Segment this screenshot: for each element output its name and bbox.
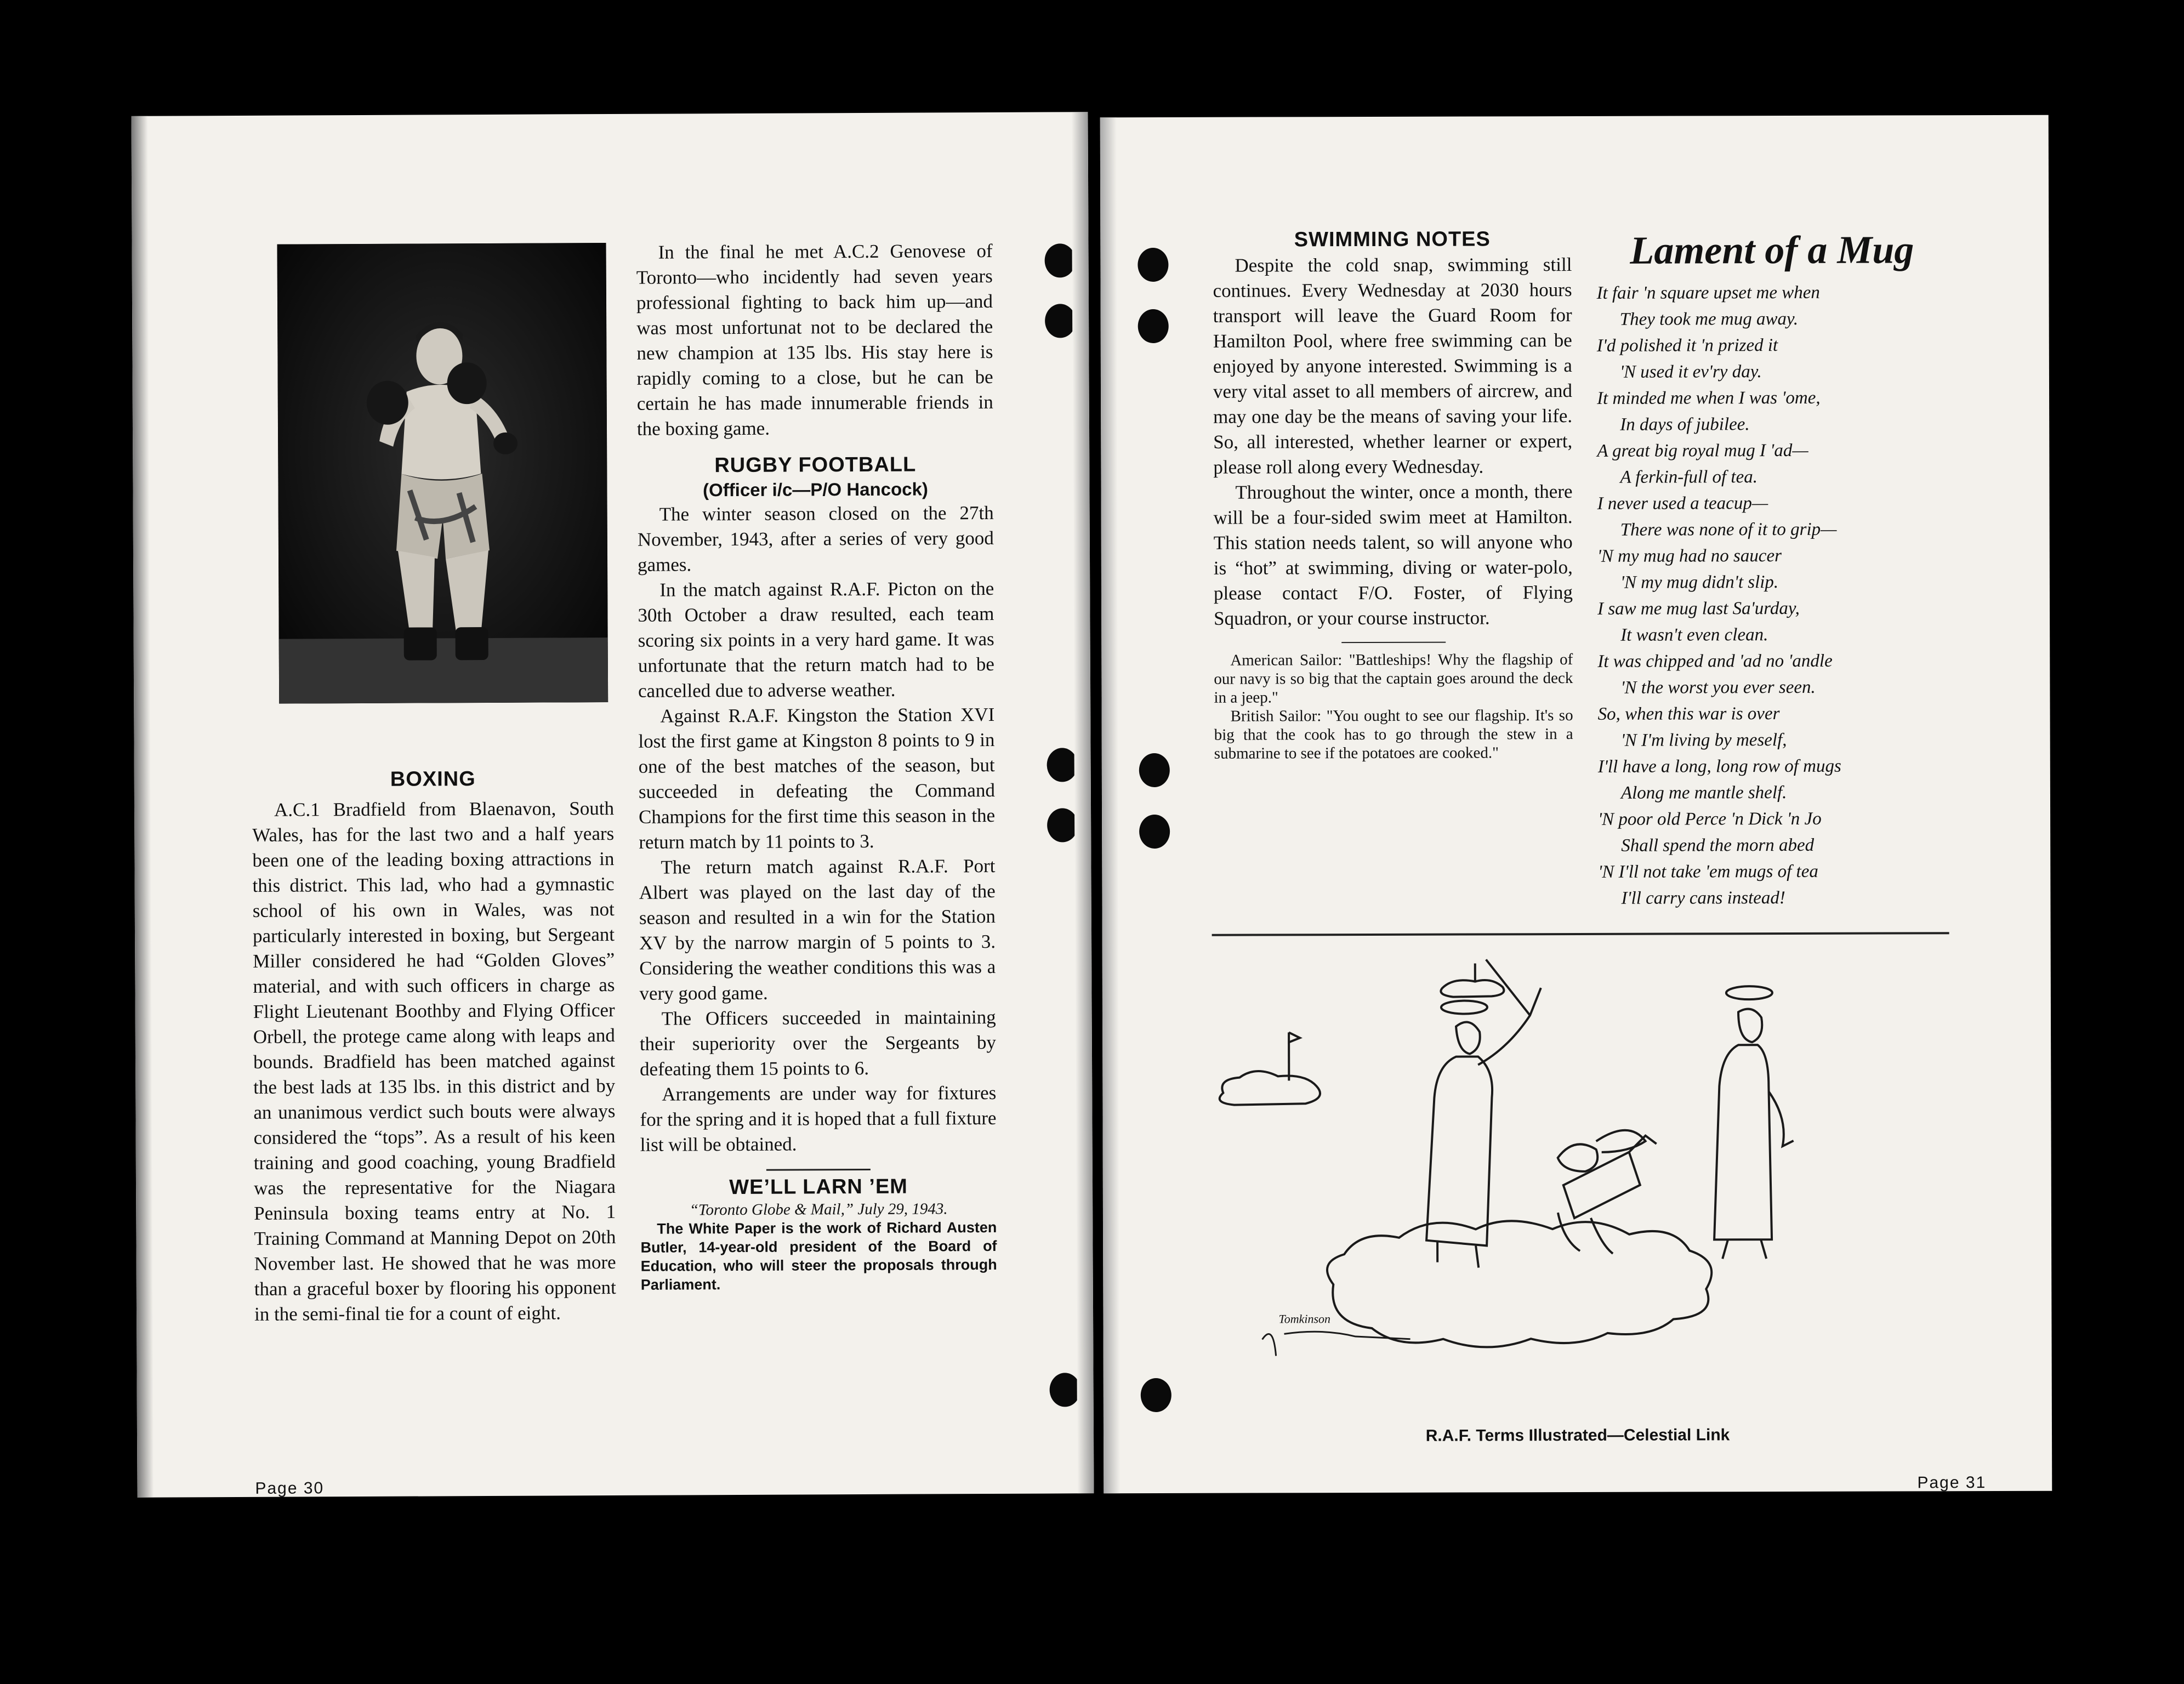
poem-line: Shall spend the morn abed [1621, 835, 1815, 856]
binder-hole [1141, 1378, 1171, 1412]
binder-hole [1045, 243, 1076, 277]
poem-line: It fair 'n square upset me when [1596, 282, 1820, 303]
poem-line: 'N I'm living by meself, [1620, 730, 1787, 750]
binder-hole [1047, 748, 1078, 782]
poem-line: 'N my mug didn't slip. [1620, 572, 1779, 593]
rugby-paragraph: In the match against R.A.F. Picton on the 30th October a draw resulted, each team scoring six points in a very hard game. It was unfortunate that the return match had to be cancelled due to adverse weather. [638, 577, 994, 702]
page-number-left: Page 30 [255, 1479, 325, 1498]
rugby-paragraph: The return match against R.A.F. Port Albert was played on the last day of the season and resulted in a win for the Station XV by the narrow margin of 5 points to 3. Considering the weather conditions this was a very good game. [639, 855, 996, 1004]
rugby-subheading: (Officer i/c—P/O Hancock) [703, 479, 928, 500]
poem-title: Lament of a Mug [1630, 227, 1914, 272]
binder-hole [1047, 808, 1078, 842]
poem-line: 'N used it ev'ry day. [1619, 362, 1762, 382]
british-sailor: British Sailor: "You ought to see our flagship. It's so big that the cook has to go through the stew in a submarine to see if the potatoes are cooked." [1214, 707, 1573, 763]
poem-line: I'd polished it 'n prized it [1596, 335, 1778, 356]
poem-line: It was chipped and 'ad no 'andle [1597, 651, 1833, 672]
poem-line: I never used a teacup— [1597, 493, 1768, 514]
poem-line: So, when this war is over [1597, 704, 1780, 724]
gutter-shadow [1071, 112, 1094, 1493]
page-edge-shadow [132, 116, 154, 1498]
boxer-photo [277, 243, 608, 704]
divider-rule [766, 1169, 871, 1171]
poem-line: 'N poor old Perce 'n Dick 'n Jo [1598, 809, 1822, 829]
cartoon-caption: R.A.F. Terms Illustrated—Celestial Link [1425, 1426, 1730, 1445]
rugby-paragraph: The winter season closed on the 27th November, 1943, after a series of very good games. [637, 502, 994, 576]
celestial-link-cartoon [1179, 954, 1975, 1406]
larn-block [640, 1199, 997, 1294]
rugby-heading: RUGBY FOOTBALL [714, 453, 917, 477]
poem-line: I'll carry cans instead! [1621, 888, 1785, 908]
poem-line: They took me mug away. [1619, 309, 1799, 329]
poem-line: 'N I'll not take 'em mugs of tea [1598, 861, 1818, 882]
rugby-paragraph: Against R.A.F. Kingston the Station XVI lost the first game at Kingston 8 points to 9 in one of the best matches of the season, but succeeded in defeating the Command Champions for the first time this season in the return match by 11 points to 3. [638, 703, 996, 853]
poem-line: I saw me mug last Sa'urday, [1597, 598, 1800, 619]
poem-line: 'N the worst you ever seen. [1620, 677, 1816, 698]
poem-line: In days of jubilee. [1620, 414, 1750, 435]
binder-hole [1050, 1373, 1080, 1407]
binder-hole [1139, 815, 1170, 849]
poem-line: 'N my mug had no saucer [1597, 546, 1782, 566]
binder-hole [1138, 248, 1168, 282]
cartoon-signature: Tomkinson [1278, 1312, 1331, 1326]
rugby-column [636, 238, 997, 1294]
poem-line: Along me mantle shelf. [1620, 782, 1787, 803]
rugby-paragraph: Arrangements are under way for fixtures for the spring and it is hoped that a full fixture list will be obtained. [640, 1082, 997, 1156]
poem-line: It wasn't even clean. [1620, 625, 1768, 645]
boxing-column [252, 765, 616, 1327]
swimming-column [1213, 226, 1573, 763]
larn-heading: WE’LL LARN ’EM [729, 1175, 908, 1199]
binder-hole [1139, 753, 1170, 787]
poem-line: A ferkin-full of tea. [1620, 467, 1758, 487]
poem-line: It minded me when I was 'ome, [1597, 388, 1821, 408]
swimming-heading: SWIMMING NOTES [1294, 227, 1491, 252]
poem [1596, 227, 1949, 912]
binder-hole [1045, 304, 1076, 338]
boxing-heading: BOXING [390, 767, 476, 791]
poem-line: I'll have a long, long row of mugs [1597, 756, 1841, 777]
poem-line: There was none of it to grip— [1620, 519, 1837, 540]
right-page [1100, 115, 2052, 1494]
boxing-continued: In the final he met A.C.2 Genovese of Toronto—who incidently had seven years professional fighting to back him up—and was most unfortunat not to be declared the new champion at 135 lbs. His stay here is rapidly coming to a close, but he can be certain he has made innumerable friends in the boxing game. [636, 240, 993, 440]
left-page [132, 112, 1094, 1498]
page-number-right: Page 31 [1917, 1474, 1987, 1492]
sailor-joke [1214, 650, 1573, 763]
american-sailor: American Sailor: "Battleships! Why the flagship of our navy is so big that the captain goes around the deck in a jeep." [1214, 651, 1573, 707]
gutter-shadow [1100, 117, 1121, 1493]
larn-source: “Toronto Globe & Mail,” July 29, 1943. [689, 1200, 948, 1219]
divider-rule [1341, 642, 1446, 643]
binder-hole [1138, 309, 1169, 343]
larn-body: The White Paper is the work of Richard Austen Butler, 14-year-old president of the Board of Education, who will steer the proposals through Parliament. [640, 1219, 997, 1293]
rugby-paragraph: The Officers succeeded in maintaining their superiority over the Sergeants by defeating them 15 points to 6. [639, 1006, 996, 1080]
swimming-paragraph: Despite the cold snap, swimming still continues. Every Wednesday at 2030 hours transport will leave the Guard Room for Hamilton Pool, where free swimming can be enjoyed by anyone interested. Swimming is a very vital asset to all members of aircrew, and may one day be the means of saving your life. So, all interested, whether learner or expert, please roll along every Wednesday. [1213, 254, 1573, 478]
swimming-paragraph: Throughout the winter, once a month, there will be a four-sided swim meet at Hamilton. This station needs talent, so will anyone who is “hot” at swimming, diving or water-polo, please contact F/O. Foster, of Flying Squadron, or your course instructor. [1213, 481, 1573, 629]
section-rule [1212, 932, 1949, 936]
boxing-body: A.C.1 Bradfield from Blaenavon, South Wales, has for the last two and a half years been one of the leading boxing attractions in this district. This lad, who had a gymnastic school of his own in Wales, was not particularly interested in boxing, but Sergeant Miller considered he had “Golden Gloves” material, and with such officers in charge as Flight Lieutenant Boothby and Flying Officer Orbell, the protege came along with leaps and bounds. Bradfield has been matched against the best lads at 135 lbs. in this district and by an unanimous verdict such bouts were always considered the “tops”. As a result of his keen training and good coaching, young Bradfield was the representative for the Niagara Peninsula boxing teams entry at No. 1 Training Command at Manning Depot on 20th November last. He showed that he was more than a graceful boxer by flooring his opponent in the semi-final tie for a count of eight. [252, 797, 616, 1325]
poem-line: A great big royal mug I 'ad— [1597, 440, 1808, 461]
